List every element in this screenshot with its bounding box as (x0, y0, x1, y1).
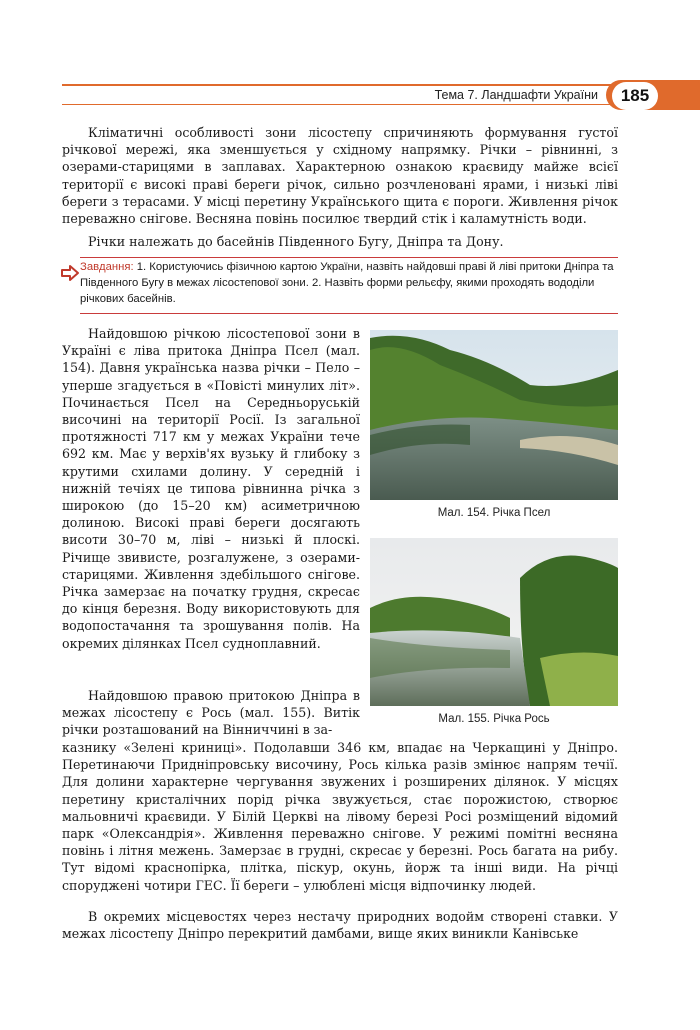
topic-title: Тема 7. Ландшафти України (434, 88, 598, 102)
figure-psel-photo (370, 330, 618, 500)
arrow-right-icon (60, 263, 80, 283)
task-rule-bottom (80, 313, 618, 314)
psel-paragraph: Найдовшою річкою лісостепової зони в Україні є ліва притока Дніпра Псел (мал. 154). Давня українська назва річки – Пело – уперше згадується в «Повісті минулих літ». Починається Псел на Середньоруській височині на території Росії. Із загальної протяжності 717 км у межах України тече 692 км. Має у верхів'ях вузьку й глибоку з крутими схилами долину. У середній і нижній течіях це типова рівнинна річка з широкою (до 15–20 км) асиметричною долиною. Високі праві береги досягають висоти 30–70 м, ліві – низькі й плоскі. Річище звивисте, розгалужене, з озерами-старицями. Живлення здебільшого снігове. Річка замерзає на початку грудня, скресає до кінця березня. Воду використовують для водопостачання та зрошування полів. На окремих ділянках Псел судноплавний. (62, 326, 360, 651)
task-rule-top (80, 257, 618, 258)
task-box (80, 259, 618, 307)
task-label: Завдання: (80, 261, 134, 273)
page-number: 185 (612, 82, 658, 110)
header-rule-top (62, 104, 618, 105)
ponds-paragraph: В окремих місцевостях через нестачу природних водойм створені ставки. У межах лісостепу Дніпро перекритий дамбами, вище яких виникли Канівське (62, 909, 618, 942)
figure-psel-caption: Мал. 154. Річка Псел (437, 507, 551, 519)
figure-ros-photo (370, 538, 618, 706)
task-text: 1. Користуючись фізичною картою України, назвіть найдовші праві й ліві притоки Дніпра та Південного Бугу в межах лісостепової зони. 2. Назвіть форми рельєфу, якими проходять вододіли річкових басейнів. (80, 261, 614, 305)
ros-paragraph-start: Найдовшою правою притокою Дніпра в межах лісостепу є Рось (мал. 155). Витік річки розташований на Вінниччині в за- (62, 688, 360, 738)
figure-ros-caption: Мал. 155. Річка Рось (438, 713, 550, 725)
ros-paragraph-continued: казнику «Зелені криниці». Подолавши 346 км, впадає на Черкащині у Дніпро. Перетинаючи Придніпровську височину, Рось кілька разів змінює напрям течії. Для долини характерне чергування звужених і розширених ділянок. У місцях перетину кристалічних порід річка звужується, стає порожистою, створює мальовничі краєвиди. У Білій Церкві на лівому березі Росі розміщений відомий парк «Олександрія». Живлення переважно снігове. У режимі помітні весняна повінь і літня межень. Замерзає в грудні, скресає у березні. Рось багата на рибу. Тут відомі краснопірка, плітка, піскур, окунь, йорж та інші види. На річці споруджені чотири ГЕС. Її береги – улюблені місця відпочинку людей. (62, 740, 618, 893)
intro-paragraph-2: Річки належать до басейнів Південного Бугу, Дніпра та Дону. (88, 234, 504, 249)
header-rule (62, 84, 618, 86)
intro-paragraph-1: Кліматичні особливості зони лісостепу спричиняють формування густої річкової мережі, яка зменшується у східному напрямку. Річки – рівнинні, з озерами-старицями в заплавах. Характерною ознакою краєвиду майже всієї території є високі праві береги річок, сильно розчленовані ярами, і низькі ліві береги з терасами. У місці перетину Українського щита є пороги. Живлення річок переважно снігове. Весняна повінь посилює твердий стік і каламутність води. (62, 125, 618, 227)
